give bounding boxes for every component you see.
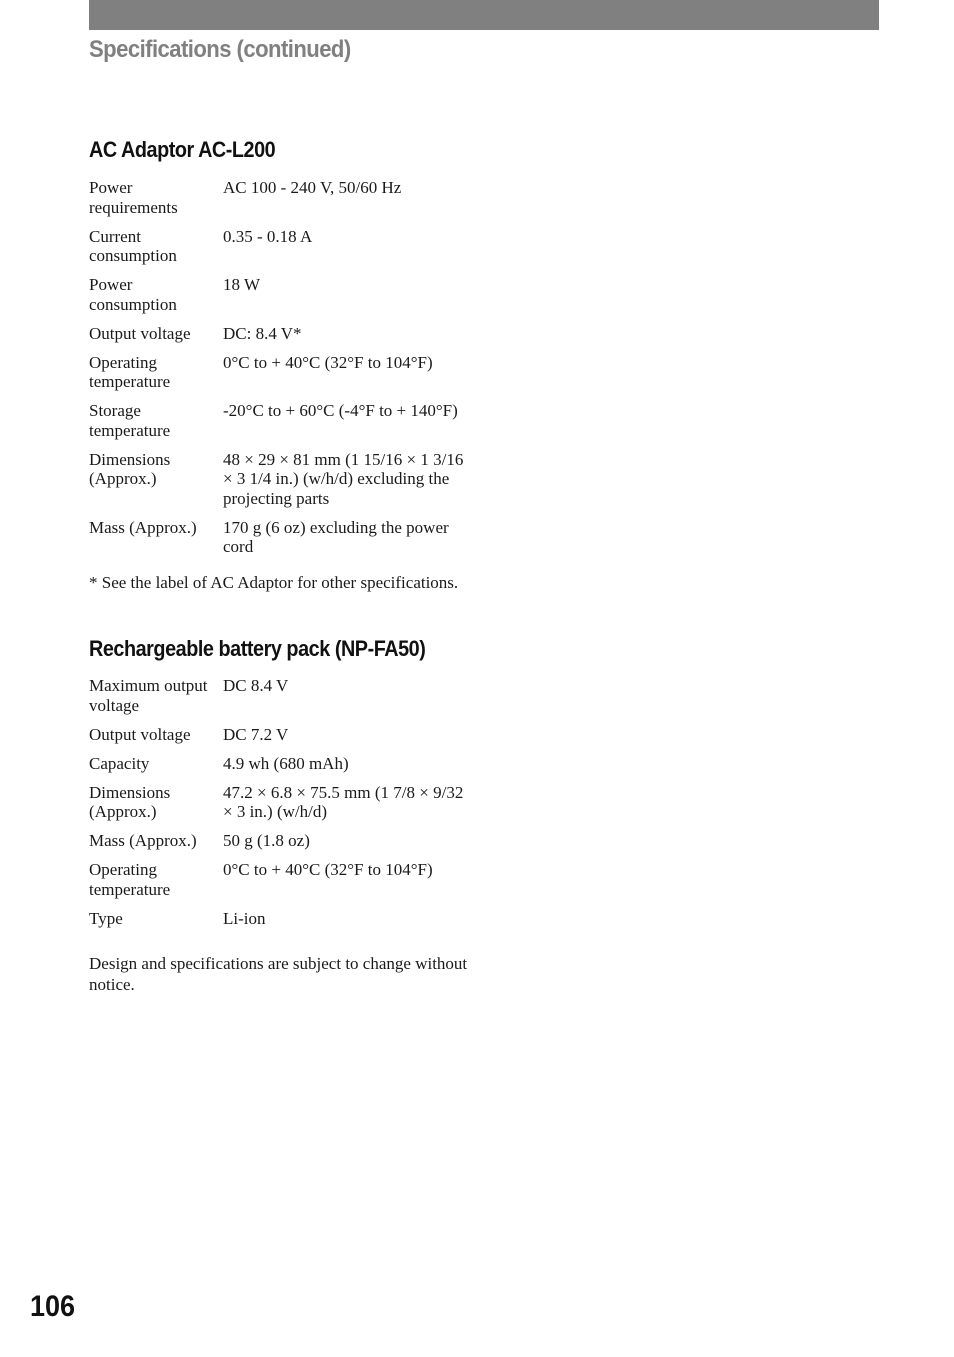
spec-value: AC 100 - 240 V, 50/60 Hz <box>223 178 402 197</box>
spec-label: Current consumption <box>89 226 177 265</box>
spec-value: Li-ion <box>223 908 266 928</box>
table-row <box>89 450 469 518</box>
table-row <box>89 353 469 402</box>
section-title-ac-adaptor: AC Adaptor AC-L200 <box>89 137 276 162</box>
footnote: * See the label of AC Adaptor for other specifications. <box>89 573 459 592</box>
spec-value: 50 g (1.8 oz) <box>223 831 310 850</box>
spec-label: Maximum output voltage <box>89 676 208 715</box>
table-row <box>89 518 469 567</box>
header-bar <box>89 0 879 30</box>
table-row <box>89 783 469 832</box>
spec-label: Output voltage <box>89 323 191 343</box>
spec-label: Operating temperature <box>89 352 171 391</box>
spec-value: 0.35 - 0.18 A <box>223 226 313 246</box>
table-row <box>89 725 469 754</box>
spec-value: 48 × 29 × 81 mm (1 15/16 × 1 3/16 × 3 1/4 in.) (w/h/d) excluding the projecting parts <box>223 449 464 508</box>
spec-label: Capacity <box>89 753 150 773</box>
table-row <box>89 860 469 909</box>
ac-adaptor-spec-table <box>89 178 469 566</box>
spec-value: DC 7.2 V <box>223 724 289 744</box>
spec-value: -20°C to + 60°C (-4°F to + 140°F) <box>223 401 458 420</box>
spec-value: 47.2 × 6.8 × 75.5 mm (1 7/8 × 9/32 × 3 in.) (w/h/d) <box>223 782 464 821</box>
spec-value: 170 g (6 oz) excluding the power cord <box>223 517 449 556</box>
spec-label: Output voltage <box>89 724 191 744</box>
spec-label: Operating temperature <box>89 860 171 899</box>
section-title-battery-pack: Rechargeable battery pack (NP-FA50) <box>89 636 426 661</box>
spec-value: 0°C to + 40°C (32°F to 104°F) <box>223 860 433 879</box>
spec-label: Type <box>89 908 123 928</box>
table-row <box>89 324 469 353</box>
table-row <box>89 401 469 450</box>
page-number: 106 <box>30 1290 76 1323</box>
page-title: Specifications (continued) <box>89 36 351 63</box>
table-row <box>89 227 469 276</box>
spec-label: Power requirements <box>89 178 178 217</box>
closing-note: Design and specifications are subject to change without notice. <box>89 954 468 994</box>
spec-value: DC: 8.4 V* <box>223 323 302 343</box>
table-row <box>89 178 469 227</box>
table-row <box>89 909 469 938</box>
spec-label: Dimensions (Approx.) <box>89 449 171 488</box>
table-row <box>89 831 469 860</box>
battery-pack-spec-table <box>89 676 469 938</box>
spec-label: Mass (Approx.) <box>89 831 197 850</box>
table-row <box>89 676 469 725</box>
spec-value: DC 8.4 V <box>223 676 289 695</box>
spec-label: Dimensions (Approx.) <box>89 782 171 821</box>
spec-label: Storage temperature <box>89 401 171 440</box>
spec-label: Mass (Approx.) <box>89 517 197 537</box>
table-row <box>89 275 469 324</box>
spec-value: 18 W <box>223 275 260 294</box>
spec-label: Power consumption <box>89 275 177 314</box>
spec-value: 0°C to + 40°C (32°F to 104°F) <box>223 352 433 372</box>
spec-value: 4.9 wh (680 mAh) <box>223 753 349 773</box>
table-row <box>89 754 469 783</box>
